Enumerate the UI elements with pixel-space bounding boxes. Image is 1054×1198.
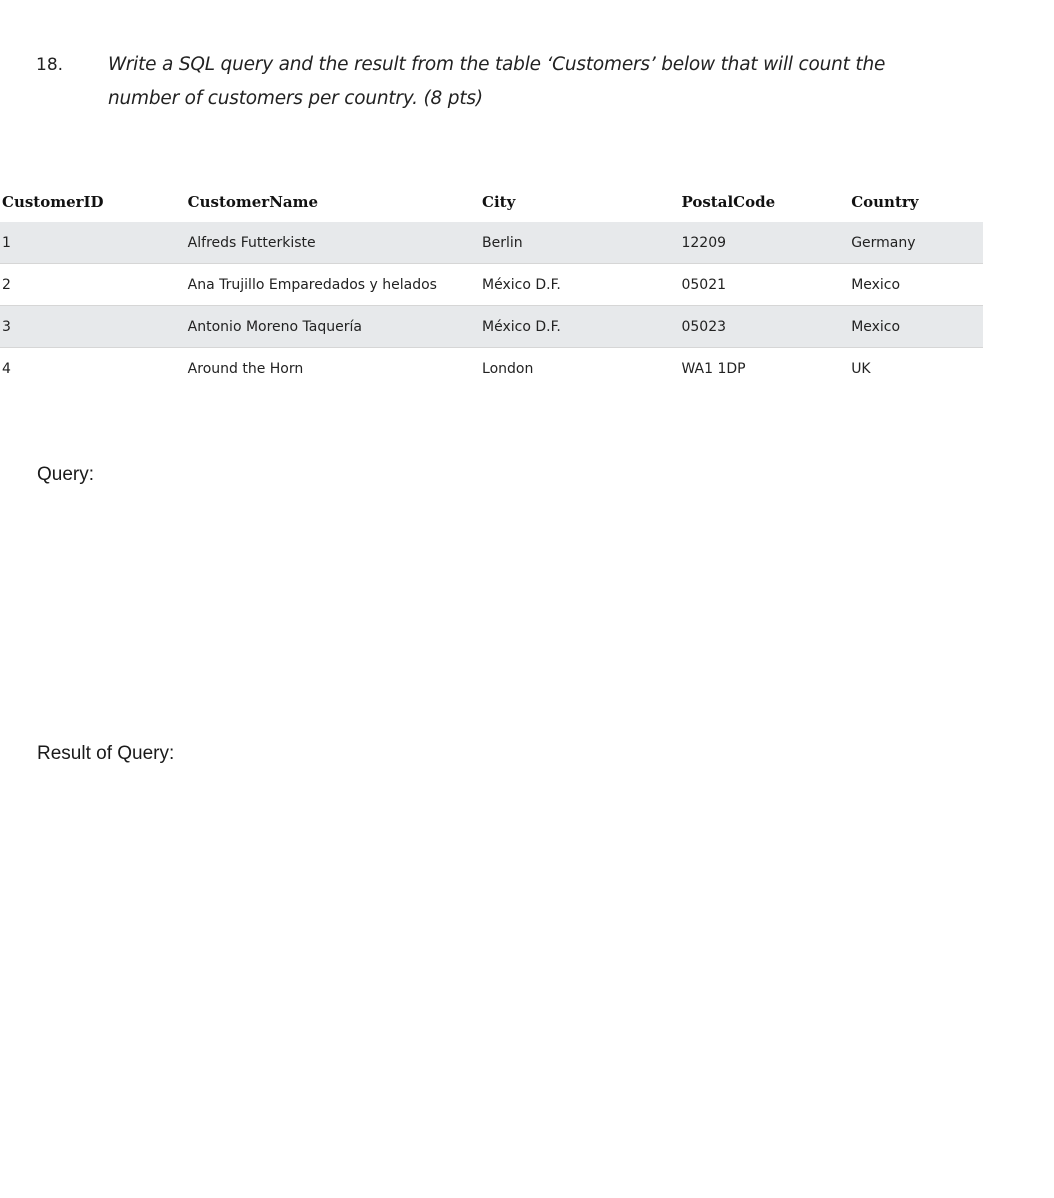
question-line-1: Write a SQL query and the result from the table ‘Customers’ below that will count the	[108, 54, 886, 75]
cell-customerid: 3	[0, 306, 188, 348]
table-row	[0, 222, 983, 264]
table-row	[0, 306, 983, 348]
cell-city: México D.F.	[482, 306, 681, 348]
question-line-2: number of customers per country. (8 pts)	[108, 88, 483, 109]
cell-customername: Alfreds Futterkiste	[188, 222, 482, 264]
question-number: 18.	[36, 55, 64, 75]
cell-customerid: 2	[0, 264, 188, 306]
cell-postalcode: 05023	[681, 306, 851, 348]
cell-customerid: 1	[0, 222, 188, 264]
column-header-city: City	[482, 192, 516, 211]
cell-postalcode: WA1 1DP	[681, 360, 746, 377]
table-row	[0, 348, 983, 390]
column-header-customername: CustomerName	[187, 192, 319, 211]
cell-city: Berlin	[482, 222, 681, 264]
question-text	[108, 48, 988, 116]
cell-postalcode: 12209	[681, 222, 851, 264]
cell-postalcode: 05021	[681, 264, 851, 306]
column-header-postalcode: PostalCode	[681, 192, 776, 211]
cell-city: México D.F.	[482, 264, 681, 306]
column-header-country: Country	[851, 192, 919, 211]
result-label: Result of Query:	[37, 743, 175, 764]
cell-city: London	[482, 360, 534, 377]
cell-country: UK	[851, 360, 871, 377]
cell-country: Germany	[851, 222, 983, 264]
cell-customerid: 4	[2, 360, 11, 377]
customers-table	[0, 181, 983, 389]
query-label: Query:	[37, 464, 95, 485]
cell-customername: Ana Trujillo Emparedados y helados	[188, 264, 482, 306]
cell-customername: Antonio Moreno Taquería	[188, 306, 482, 348]
table-row	[0, 264, 983, 306]
table-header-row	[0, 181, 983, 222]
cell-customername: Around the Horn	[187, 360, 304, 377]
cell-country: Mexico	[851, 306, 983, 348]
cell-country: Mexico	[851, 264, 983, 306]
column-header-customerid: CustomerID	[2, 192, 104, 211]
